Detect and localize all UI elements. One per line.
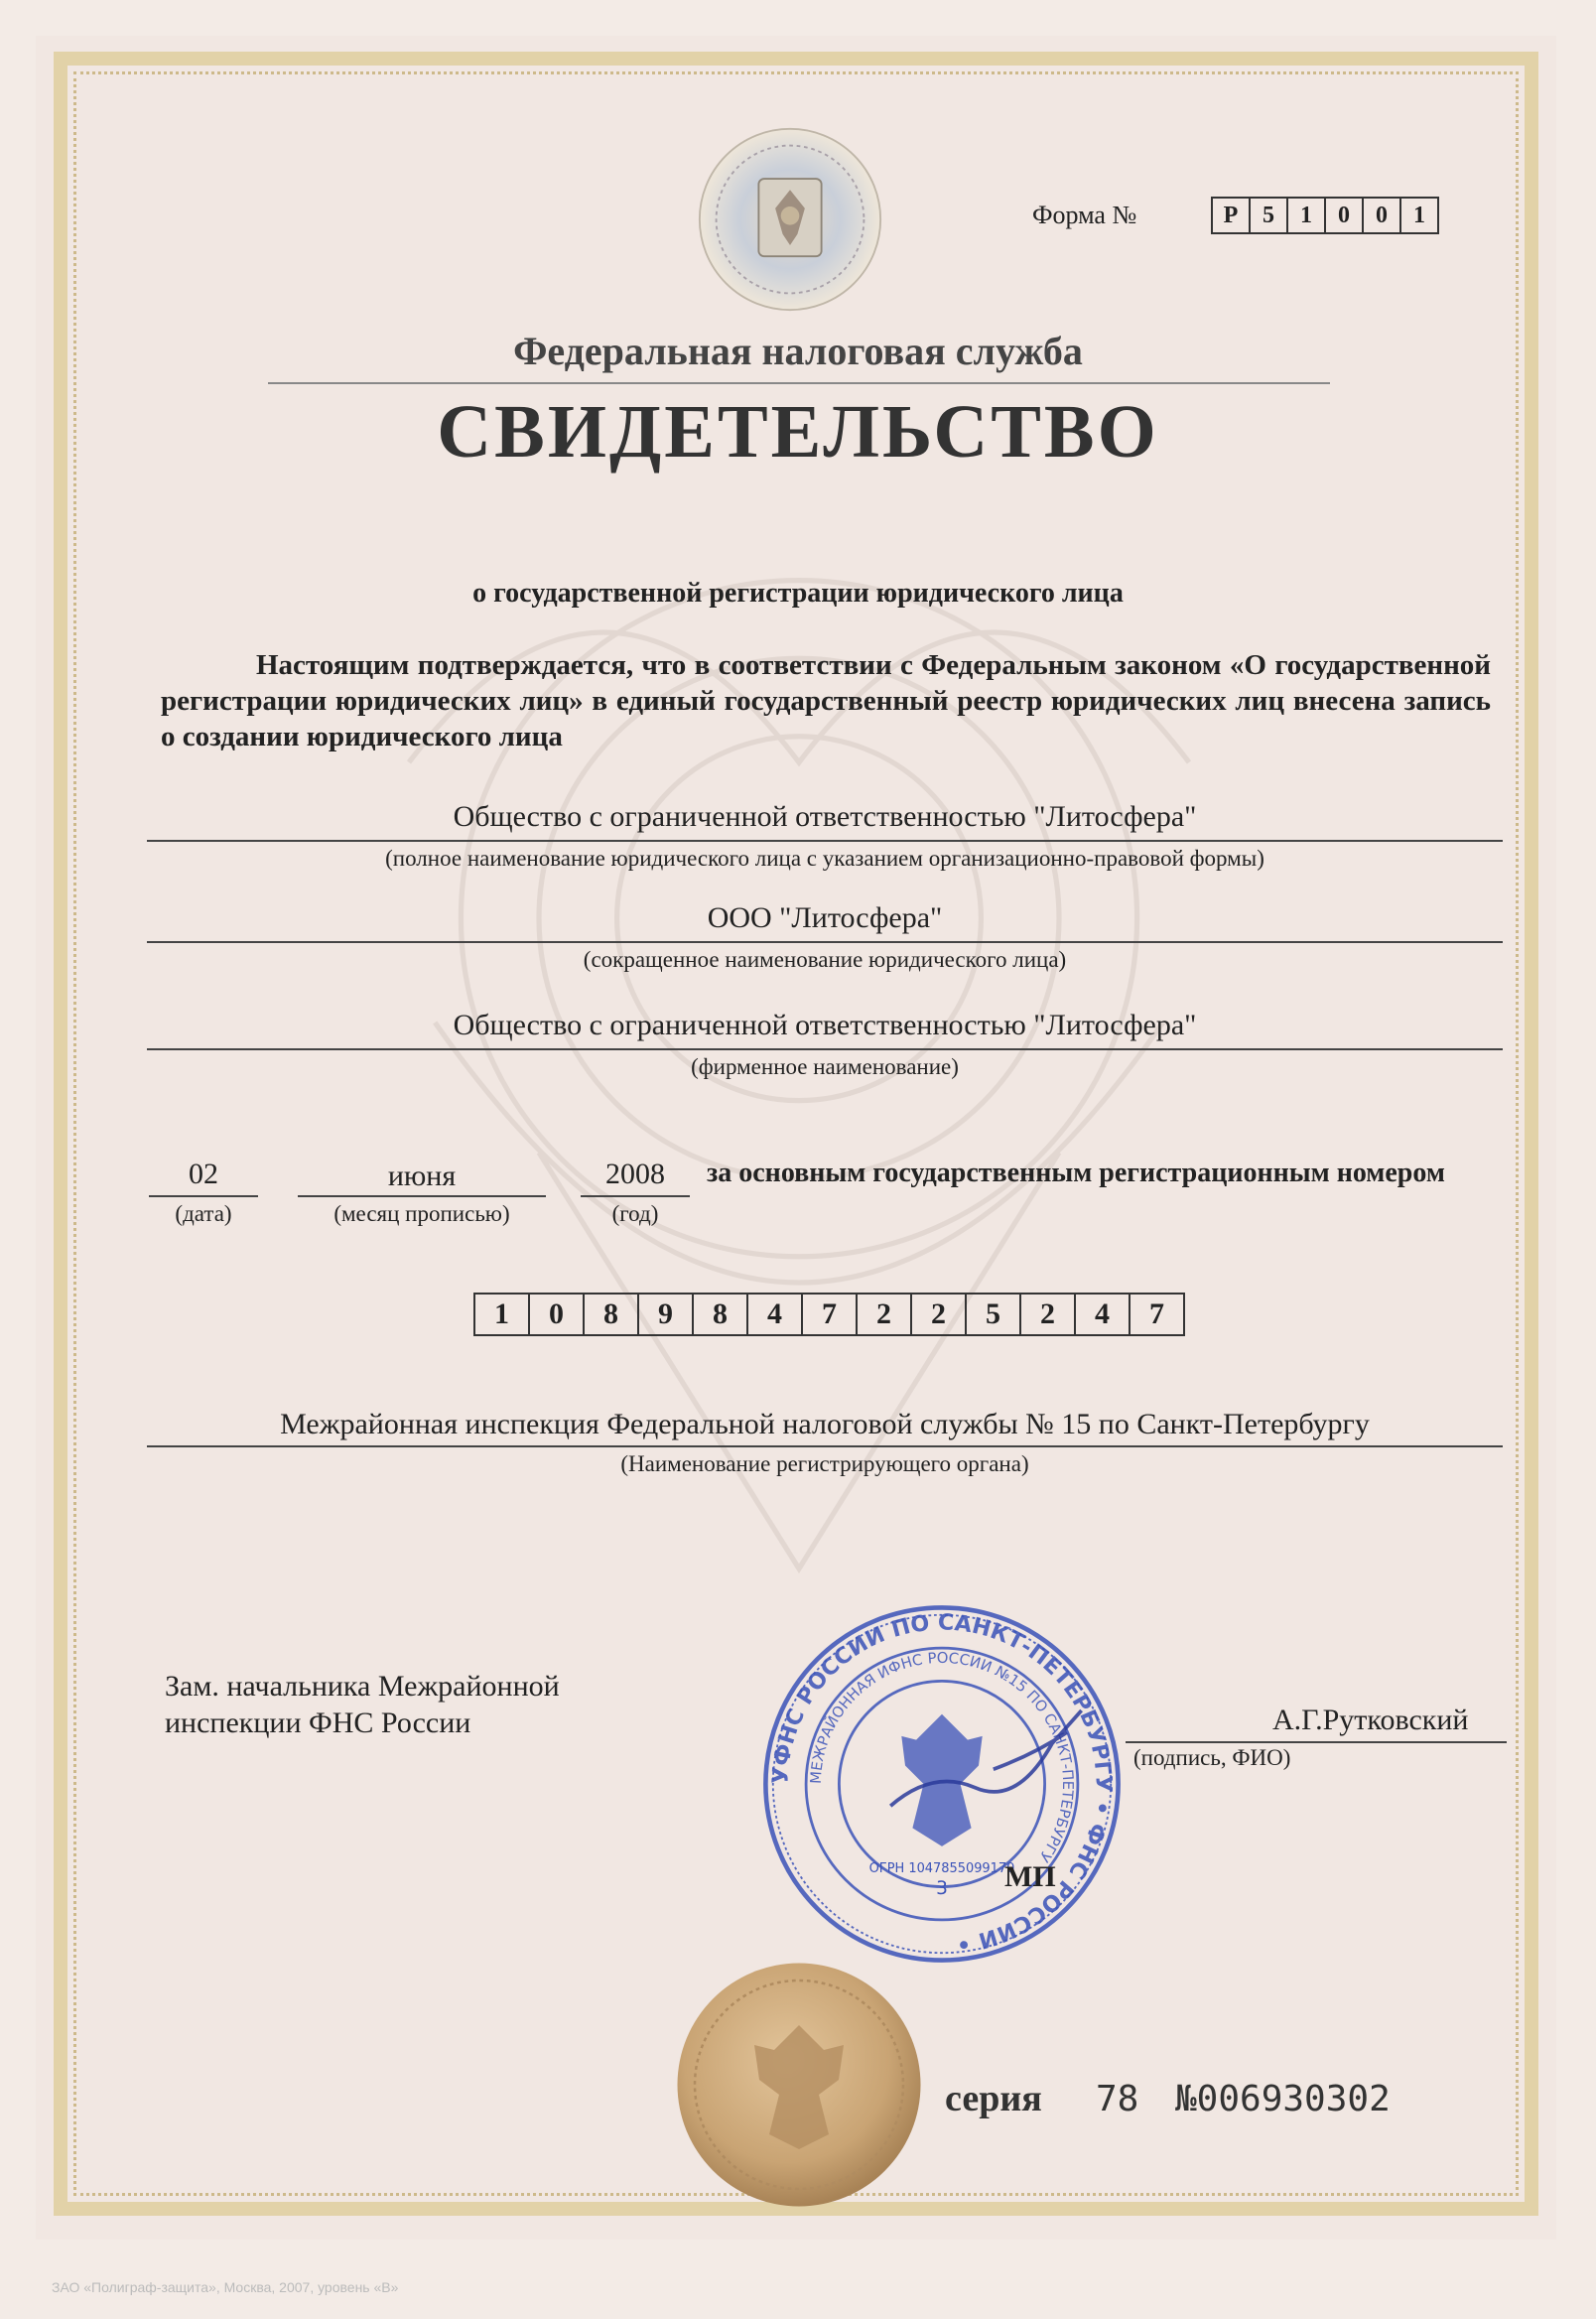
hologram-emblem-icon	[698, 127, 882, 312]
form-number-boxes	[1211, 197, 1439, 234]
date-day-caption: (дата)	[175, 1201, 232, 1226]
date-day: 02	[189, 1158, 218, 1190]
official-stamp-icon	[758, 1600, 1126, 1968]
full-name-value: Общество с ограниченной ответственностью "Литосфера"	[453, 800, 1197, 833]
brand-name-line	[147, 1048, 1503, 1050]
ogrn-digit: 2	[912, 1295, 967, 1334]
authority-value: Межрайонная инспекция Федеральной налоговой службы № 15 по Санкт-Петербургу	[280, 1408, 1370, 1440]
signer-position	[165, 1668, 560, 1741]
brand-name-caption: (фирменное наименование)	[691, 1054, 959, 1079]
short-name-caption: (сокращенное наименование юридического лица)	[583, 947, 1067, 972]
form-number-label: Форма №	[1032, 201, 1137, 229]
intro-text: Настоящим подтверждается, что в соответствии с Федеральным законом «О государственной регистрации юридических лиц» в единый государственный реестр юридических лиц внесена запись о создании юридического лица	[161, 649, 1491, 752]
authority-line	[147, 1445, 1503, 1447]
ogrn-digit: 7	[1149, 1297, 1164, 1330]
ogrn-digit: 1	[475, 1295, 530, 1334]
form-number-char: 0	[1364, 199, 1401, 232]
series-number: 78	[1096, 2079, 1139, 2119]
seal-place-label: МП	[1004, 1860, 1056, 1893]
form-number-char: Р	[1213, 199, 1251, 232]
page-title: СВИДЕТЕЛЬСТВО	[437, 390, 1159, 474]
registration-number-label: за основным государственным регистрационным номером	[707, 1158, 1445, 1188]
date-month-line	[298, 1195, 546, 1197]
signature-line	[1126, 1741, 1507, 1743]
short-name-line	[147, 941, 1503, 943]
stamp-inner-text: МЕЖРАЙОННАЯ ИФНС РОССИИ №15 ПО САНКТ-ПЕТЕРБУРГУ	[807, 1649, 1077, 1865]
ogrn-digit: 2	[1021, 1295, 1076, 1334]
stamp-number: 3	[936, 1878, 948, 1899]
intro-paragraph	[161, 647, 1491, 754]
ogrn-digit: 7	[803, 1295, 858, 1334]
form-number-char: 1	[1288, 199, 1326, 232]
date-month-caption: (месяц прописью)	[333, 1201, 510, 1226]
authority-caption: (Наименование регистрирующего органа)	[620, 1451, 1029, 1476]
agency-divider	[268, 382, 1330, 384]
ogrn-digit: 4	[748, 1295, 803, 1334]
date-year: 2008	[605, 1158, 665, 1190]
signer-position-line1: Зам. начальника Межрайонной	[165, 1670, 560, 1703]
series-label: серия	[945, 2078, 1042, 2119]
signer-name: А.Г.Рутковский	[1272, 1704, 1469, 1736]
signature-caption: (подпись, ФИО)	[1133, 1745, 1291, 1770]
ogrn-boxes	[473, 1293, 1185, 1336]
page-subtitle: о государственной регистрации юридического лица	[472, 578, 1124, 609]
stamp-outer-text: УФНС РОССИИ ПО САНКТ-ПЕТЕРБУРГУ • ФНС РОССИИ •	[767, 1609, 1117, 1958]
ogrn-digit: 8	[694, 1295, 748, 1334]
form-number-char: 0	[1326, 199, 1364, 232]
form-number-char: 5	[1251, 199, 1288, 232]
ogrn-digit: 0	[530, 1295, 585, 1334]
printer-imprint: ЗАО «Полиграф-защита», Москва, 2007, уровень «В»	[52, 2279, 399, 2295]
ogrn-digit: 5	[967, 1295, 1021, 1334]
signer-position-line2: инспекции ФНС России	[165, 1706, 471, 1739]
full-name-caption: (полное наименование юридического лица с указанием организационно-правовой формы)	[385, 846, 1264, 871]
ogrn-digit: 4	[1076, 1295, 1130, 1334]
ogrn-digit: 9	[639, 1295, 694, 1334]
short-name-value: ООО "Литосфера"	[707, 901, 943, 934]
brand-name-value: Общество с ограниченной ответственностью "Литосфера"	[453, 1009, 1197, 1041]
gold-seal-icon	[675, 1961, 923, 2209]
agency-name: Федеральная налоговая служба	[513, 329, 1083, 373]
form-number-char: 1	[1413, 203, 1425, 228]
ogrn-digit: 8	[585, 1295, 639, 1334]
ogrn-digit: 2	[858, 1295, 912, 1334]
date-year-caption: (год)	[611, 1201, 659, 1226]
date-year-line	[581, 1195, 690, 1197]
date-day-line	[149, 1195, 258, 1197]
full-name-line	[147, 840, 1503, 842]
serial-number: №006930302	[1175, 2079, 1391, 2119]
date-month: июня	[387, 1160, 457, 1192]
stamp-ogrn-text: ОГРН 1047855099170	[868, 1860, 1015, 1876]
